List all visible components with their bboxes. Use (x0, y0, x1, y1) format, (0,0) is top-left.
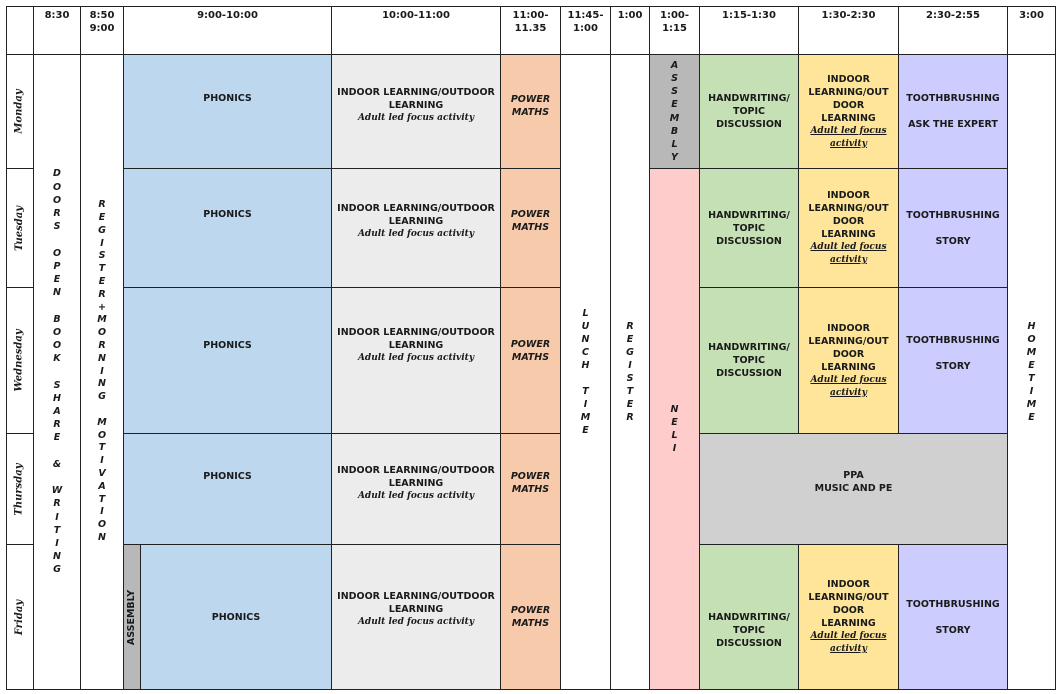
indoor-learning-thursday: INDOOR LEARNING/OUTDOOR LEARNING Adult led focus activity (332, 434, 501, 545)
toothbrushing-wednesday: TOOTHBRUSHING STORY (899, 288, 1008, 434)
indoor-learning-friday: INDOOR LEARNING/OUTDOOR LEARNING Adult led focus activity (332, 545, 501, 690)
phonics-friday: PHONICS (141, 545, 332, 690)
indoor-outdoor-pm-tuesday: INDOOR LEARNING/OUT DOOR LEARNING Adult led focus activity (799, 169, 899, 288)
hometime-column: H O M E T I M E (1008, 55, 1056, 690)
register-morning-motivation-column: R E G I S T E R + M O R N I N G M O T I V A T I O N (81, 55, 124, 690)
corner-cell (6, 6, 34, 55)
indoor-learning-wednesday: INDOOR LEARNING/OUTDOOR LEARNING Adult led focus activity (332, 288, 501, 434)
phonics-thursday: PHONICS (124, 434, 332, 545)
toothbrushing-monday: TOOTHBRUSHING ASK THE EXPERT (899, 55, 1008, 169)
toothbrushing-tuesday: TOOTHBRUSHING STORY (899, 169, 1008, 288)
indoor-outdoor-pm-monday: INDOOR LEARNING/OUT DOOR LEARNING Adult led focus activity (799, 55, 899, 169)
indoor-outdoor-pm-friday: INDOOR LEARNING/OUT DOOR LEARNING Adult led focus activity (799, 545, 899, 690)
lunch-time-column: L U N C H T I M E (561, 55, 611, 690)
assembly-friday: ASSEMBLY (124, 545, 141, 690)
indoor-learning-tuesday: INDOOR LEARNING/OUTDOOR LEARNING Adult led focus activity (332, 169, 501, 288)
header-time-1300: 1:00 (611, 6, 650, 55)
power-maths-tuesday: POWER MATHS (501, 169, 561, 288)
assembly-monday: A S S E M B L Y (650, 55, 700, 169)
indoor-learning-monday: INDOOR LEARNING/OUTDOOR LEARNING Adult led focus activity (332, 55, 501, 169)
handwriting-friday: HANDWRITING/ TOPIC DISCUSSION (700, 545, 799, 690)
header-time-1330: 1:30-2:30 (799, 6, 899, 55)
header-time-1000: 10:00-11:00 (332, 6, 501, 55)
day-label-tuesday: Tuesday (6, 169, 34, 288)
header-time-1100: 11:00- 11.35 (501, 6, 561, 55)
phonics-wednesday: PHONICS (124, 288, 332, 434)
day-label-thursday: Thursday (6, 434, 34, 545)
header-time-0900: 9:00-10:00 (124, 6, 332, 55)
ppa-music-pe-thursday: PPA MUSIC AND PE (700, 434, 1008, 545)
doors-open-book-share-column: D O O R S O P E N B O O K S H A R E & W R I T I N G (34, 55, 81, 690)
register-column: R E G I S T E R (611, 55, 650, 690)
phonics-tuesday: PHONICS (124, 169, 332, 288)
header-time-0850: 8:50 9:00 (81, 6, 124, 55)
power-maths-wednesday: POWER MATHS (501, 288, 561, 434)
day-label-wednesday: Wednesday (6, 288, 34, 434)
header-time-0830: 8:30 (34, 6, 81, 55)
handwriting-monday: HANDWRITING/ TOPIC DISCUSSION (700, 55, 799, 169)
day-label-friday: Friday (6, 545, 34, 690)
toothbrushing-friday: TOOTHBRUSHING STORY (899, 545, 1008, 690)
phonics-monday: PHONICS (124, 55, 332, 169)
power-maths-friday: POWER MATHS (501, 545, 561, 690)
day-label-monday: Monday (6, 55, 34, 169)
handwriting-tuesday: HANDWRITING/ TOPIC DISCUSSION (700, 169, 799, 288)
neli-block: N E L I (650, 169, 700, 690)
header-time-1430: 2:30-2:55 (899, 6, 1008, 55)
header-time-1500: 3:00 (1008, 6, 1056, 55)
indoor-outdoor-pm-wednesday: INDOOR LEARNING/OUT DOOR LEARNING Adult led focus activity (799, 288, 899, 434)
header-time-1300-1315: 1:00- 1:15 (650, 6, 700, 55)
power-maths-thursday: POWER MATHS (501, 434, 561, 545)
header-time-1315: 1:15-1:30 (700, 6, 799, 55)
power-maths-monday: POWER MATHS (501, 55, 561, 169)
header-time-1145: 11:45- 1:00 (561, 6, 611, 55)
handwriting-wednesday: HANDWRITING/ TOPIC DISCUSSION (700, 288, 799, 434)
